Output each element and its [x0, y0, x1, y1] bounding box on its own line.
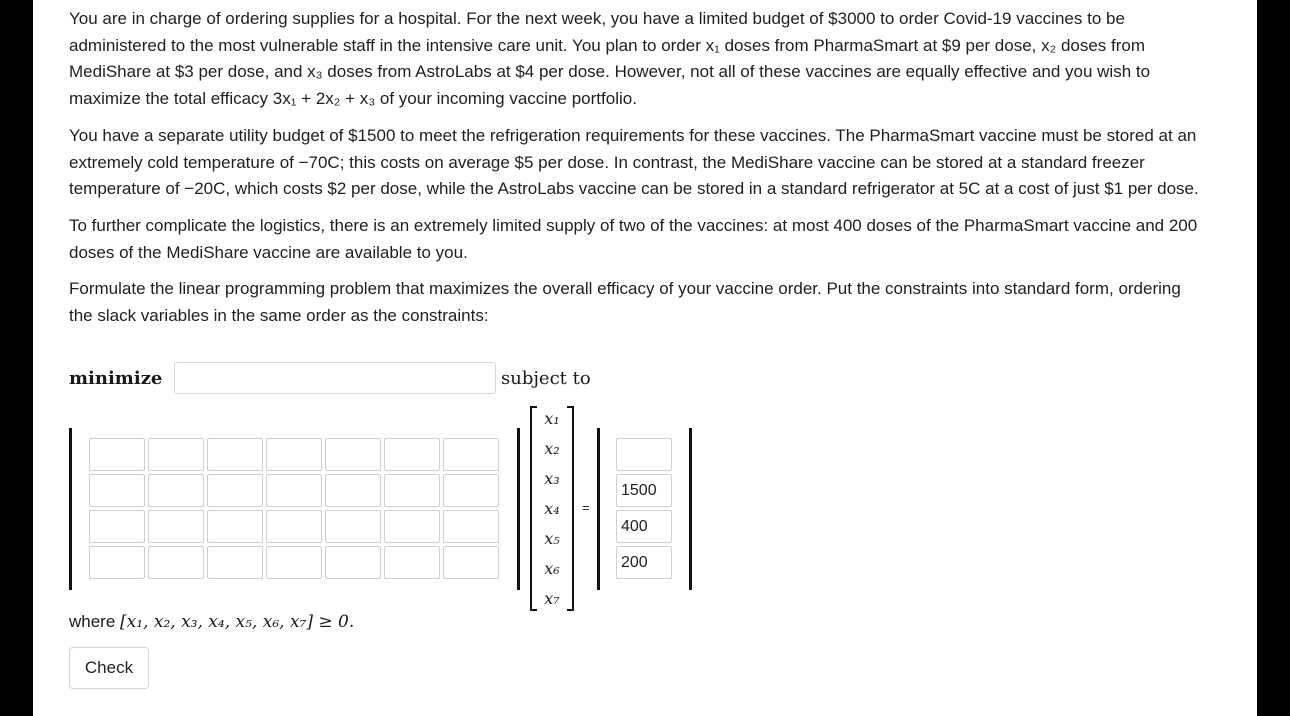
coefficient-input[interactable] — [384, 438, 440, 471]
coefficient-input[interactable] — [266, 438, 322, 471]
page — [33, 0, 1257, 716]
coefficient-input[interactable] — [325, 510, 381, 543]
variable-label: x₇ — [544, 589, 560, 608]
coefficient-input[interactable] — [207, 510, 263, 543]
coefficient-input[interactable] — [266, 510, 322, 543]
coefficient-input[interactable] — [325, 546, 381, 579]
equals-sign: = — [582, 500, 590, 515]
matrix-left-bar — [69, 428, 72, 590]
coefficient-input[interactable] — [384, 546, 440, 579]
paragraph-4: Formulate the linear programming problem that maximizes the overall efficacy of your vaccine order. Put the constraints into standard form, ordering the slack variables in the same order as the constraints: — [69, 279, 1181, 326]
coefficient-input[interactable] — [89, 510, 145, 543]
paragraph-3: To further complicate the logistics, there is an extremely limited supply of two of the vaccines: at most 400 doses of the PharmaSmart vaccine and 200 doses of the MediShare vaccine are available to you. — [69, 215, 1198, 262]
variable-label: x₃ — [544, 469, 560, 488]
where-label: where — [69, 612, 116, 631]
coefficient-input[interactable] — [207, 474, 263, 507]
coefficient-input[interactable] — [266, 474, 322, 507]
variable-label: x₁ — [544, 409, 560, 428]
variable-label: x₅ — [544, 529, 560, 548]
coefficient-input[interactable] — [89, 546, 145, 579]
minimize-label: minimize — [69, 368, 163, 389]
nonnegativity-line — [69, 612, 354, 632]
variable-label: x₆ — [544, 559, 560, 578]
subject-to-label: subject to — [501, 368, 591, 389]
rhs-value: 1500 — [616, 474, 672, 507]
matrix-right-bar — [517, 428, 520, 590]
rhs-value: 400 — [616, 510, 672, 543]
coefficient-input[interactable] — [384, 474, 440, 507]
coefficient-input[interactable] — [207, 546, 263, 579]
coefficient-input[interactable] — [89, 474, 145, 507]
coefficient-input[interactable] — [148, 546, 204, 579]
paragraph-2: You have a separate utility budget of $1500 to meet the refrigeration requirements for these vaccines. The PharmaSmart vaccine must be stored at an extremely cold temperature of −70C; this costs on average $5 per dose. In contrast, the MediShare vaccine can be stored at a standard freezer temperature of −20C, which costs $2 per dose, while the AstroLabs vaccine can be stored in a standard refrigerator at 5C at a cost of just $1 per dose. — [69, 125, 1199, 199]
coefficient-input[interactable] — [89, 438, 145, 471]
coefficient-input[interactable] — [148, 474, 204, 507]
vector-bracket-tick — [567, 406, 574, 408]
vector-bracket-tick — [567, 609, 574, 611]
vector-bracket-tick — [530, 406, 537, 408]
coefficient-input[interactable] — [266, 546, 322, 579]
coefficient-input[interactable] — [443, 546, 499, 579]
coefficient-input[interactable] — [443, 474, 499, 507]
coefficient-input[interactable] — [443, 438, 499, 471]
rhs-right-bar — [689, 428, 692, 590]
coefficient-input[interactable] — [384, 510, 440, 543]
variable-label: x₂ — [544, 439, 560, 458]
coefficient-input[interactable] — [207, 438, 263, 471]
variable-label: x₄ — [544, 499, 560, 518]
coefficient-input[interactable] — [443, 510, 499, 543]
rhs-left-bar — [597, 428, 600, 590]
paragraph-1: You are in charge of ordering supplies for a hospital. For the next week, you have a limited budget of $3000 to order Covid-19 vaccines to be administered to the most vulnerable staff in the intensive care unit. You plan to order x₁ doses from PharmaSmart at $9 per dose, x₂ doses from MediShare at $3 per dose, and x₃ doses from AstroLabs at $4 per dose. However, not all of these vaccines are equally effective and you wish to maximize the total efficacy 3x₁ + 2x₂ + x₃ of your incoming vaccine portfolio. — [69, 9, 1151, 109]
check-button[interactable]: Check — [69, 647, 149, 689]
coefficient-input[interactable] — [148, 510, 204, 543]
rhs-value: 200 — [616, 546, 672, 579]
coefficient-input[interactable] — [325, 438, 381, 471]
coefficient-input[interactable] — [148, 438, 204, 471]
coefficient-input[interactable] — [325, 474, 381, 507]
vector-bracket-tick — [530, 609, 537, 611]
objective-input[interactable] — [174, 362, 496, 394]
nonnegativity-vars: [x₁, x₂, x₃, x₄, x₅, x₆, x₇] ≥ 0. — [120, 612, 355, 632]
rhs-input[interactable] — [616, 438, 672, 471]
problem-text — [69, 6, 1209, 340]
